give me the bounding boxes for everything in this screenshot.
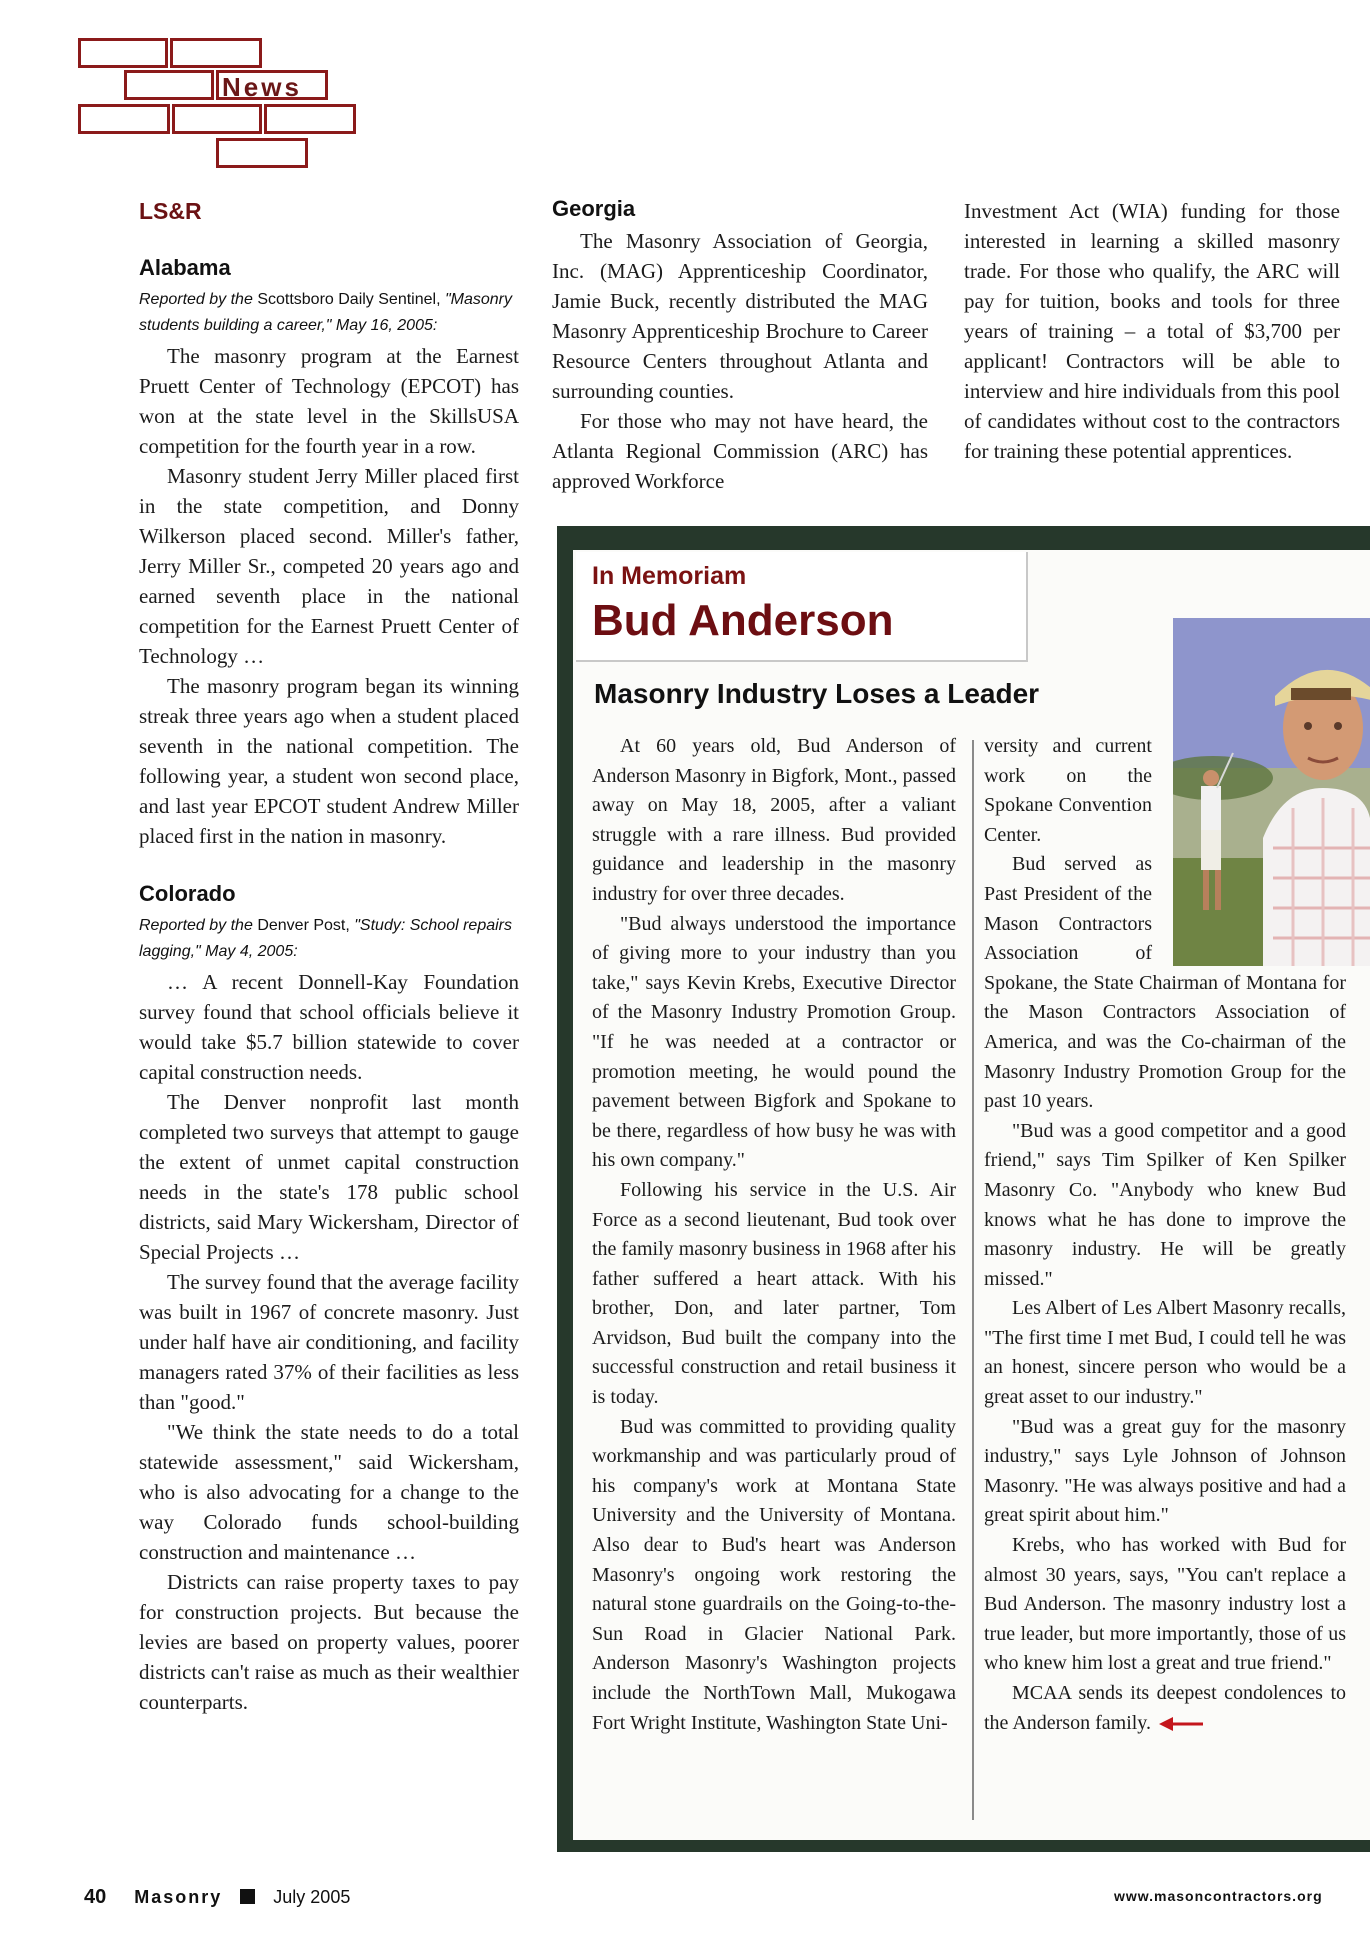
photo-spacer bbox=[1152, 732, 1346, 965]
paragraph: Investment Act (WIA) funding for those interested in learning a skilled masonry trade. For those who qualify, the ARC will pay for tuition, books and tools for three years of training – a total of $3,700 per applicant! Contractors will be able to interview and hire individuals from this pool of candidates without cost to the contractors for training these potential apprentices. bbox=[964, 199, 1340, 463]
paragraph: versity and current work on the Spokane Convention Center. bbox=[984, 735, 1152, 846]
brick bbox=[78, 104, 170, 134]
colorado-source-line bbox=[139, 913, 519, 965]
footer-left bbox=[84, 1886, 350, 1909]
georgia-body bbox=[552, 226, 928, 496]
brick bbox=[172, 104, 262, 134]
reported-prefix: Reported by the bbox=[139, 291, 253, 308]
left-column bbox=[139, 198, 519, 1717]
reported-prefix: Reported by the bbox=[139, 917, 253, 934]
brick bbox=[78, 38, 168, 68]
paragraph: Masonry student Jerry Miller placed first in the state competition, and Donny Wilkerson placed second. Miller's father, Jerry Miller Sr., competed 20 years ago and earned seventh place in the national competition for the Earnest Pruett Center of Technology … bbox=[139, 464, 519, 668]
magazine-name: Masonry bbox=[134, 1887, 223, 1907]
paragraph: The masonry program began its winning streak three years ago when a student placed seventh in the national competition. The following year, a student won second place, and last year EPCOT student Andrew Miller placed first in the nation in masonry. bbox=[139, 674, 519, 848]
paragraph: "We think the state needs to do a total statewide assessment," said Wickersham, who is also advocating for a change to the way Colorado funds school-building construction and maintenance … bbox=[139, 1420, 519, 1564]
square-bullet-icon bbox=[240, 1889, 255, 1904]
colorado-heading: Colorado bbox=[139, 881, 236, 906]
brick bbox=[264, 104, 356, 134]
issue-date: July 2005 bbox=[273, 1887, 351, 1907]
paragraph: "Bud always understood the importance of giving more to your industry than you take," says Kevin Krebs, Executive Director of the Masonry Industry Promotion Group. "If he was needed at a contractor or promotion meeting, he would pound the pavement between Bigfork and Spokane to be there, regardless of how busy he was with his own company." bbox=[592, 912, 956, 1172]
source-name: Denver Post, bbox=[257, 917, 350, 934]
paragraph: Les Albert of Les Albert Masonry recalls, "The first time I met Bud, I could tell he was an honest, sincere person who would be a great asset to our industry." bbox=[984, 1297, 1346, 1409]
closing-paragraph bbox=[984, 1679, 1346, 1738]
section-title: News bbox=[222, 72, 302, 102]
memoriam-subtitle: Masonry Industry Loses a Leader bbox=[594, 678, 1040, 709]
end-of-article-arrow-icon bbox=[1159, 1716, 1203, 1732]
alabama-body bbox=[139, 341, 519, 851]
footer-url: www.masoncontractors.org bbox=[1114, 1888, 1323, 1904]
memoriam-left-column bbox=[592, 732, 956, 1738]
paragraph: At 60 years old, Bud Anderson of Anderson Masonry in Bigfork, Mont., passed away on May 18, 2005, after a valiant struggle with a rare illness. Bud provided guidance and leadership in the masonry industry for over three decades. bbox=[592, 735, 956, 905]
paragraph: The masonry program at the Earnest Pruett Center of Technology (EPCOT) has won at the state level in the SkillsUSA competition for the fourth year in a row. bbox=[139, 344, 519, 458]
paragraph: … A recent Donnell-Kay Foundation survey found that school officials believe it would take $5.7 billion statewide to cover capital construction needs. bbox=[139, 970, 519, 1084]
closing-text: MCAA sends its deepest condolences to the Anderson family. bbox=[984, 1682, 1346, 1734]
paragraph: The Denver nonprofit last month completed two surveys that attempt to gauge the extent of unmet capital construction needs in the state's 178 public school districts, said Mary Wickersham, Director of Special Projects … bbox=[139, 1090, 519, 1264]
source-detail: "Study: School repairs lagging," May 4, 2005: bbox=[139, 917, 513, 960]
source-name: Scottsboro Daily Sentinel, bbox=[257, 291, 441, 308]
paragraph: Following his service in the U.S. Air Force as a second lieutenant, Bud took over the family masonry business in 1968 after his father suffered a heart attack. With his brother, Don, and later partner, Tom Arvidson, Bud built the company into the successful construction and retail business it is today. bbox=[592, 1178, 956, 1409]
page-number: 40 bbox=[84, 1886, 107, 1908]
column-divider bbox=[972, 740, 974, 1820]
georgia-continued-column bbox=[964, 196, 1340, 466]
source-detail: "Masonry students building a career," May 16, 2005: bbox=[139, 291, 512, 334]
georgia-column bbox=[552, 196, 928, 496]
brick bbox=[124, 70, 214, 100]
paragraph: Bud served as Past President of the Mason Contractors Association of Spokane, the State Chairman of Montana for the Mason Contractors Association of America, and was the Co-chairman of the Masonry Industry Promotion Group for the past 10 years. bbox=[984, 853, 1346, 1113]
paragraph: "Bud was a great guy for the masonry industry," says Lyle Johnson of Johnson Masonry. "He was always positive and had a great spirit about him." bbox=[984, 1415, 1346, 1527]
paragraph: The Masonry Association of Georgia, Inc. (MAG) Apprenticeship Coordinator, Jamie Buck, recently distributed the MAG Masonry Apprenticeship Brochure to Career Resource Centers throughout Atlanta and surrounding counties. bbox=[552, 229, 928, 403]
colorado-body bbox=[139, 967, 519, 1717]
memoriam-name: Bud Anderson bbox=[592, 596, 894, 645]
brick bbox=[170, 38, 262, 68]
paragraph: Districts can raise property taxes to pay for construction projects. But because the levies are based on property values, poorer districts can't raise as much as their wealthier counterparts. bbox=[139, 1570, 519, 1714]
paragraph: "Bud was a good competitor and a good friend," says Tim Spilker of Ken Spilker Masonry Co. "Anybody who knew Bud knows what he has done to improve the masonry industry. He will be greatly missed." bbox=[984, 1119, 1346, 1290]
paragraph: Krebs, who has worked with Bud for almost 30 years, says, "You can't replace a Bud Anderson. The masonry industry lost a true leader, but more importantly, those of us who knew him lost a great and true friend." bbox=[984, 1534, 1346, 1675]
memoriam-right-column bbox=[984, 732, 1346, 1738]
paragraph: For those who may not have heard, the Atlanta Regional Commission (ARC) has approved Workforce bbox=[552, 409, 928, 493]
brick bbox=[216, 138, 308, 168]
georgia-heading: Georgia bbox=[552, 196, 636, 221]
alabama-source-line bbox=[139, 287, 519, 339]
memoriam-kicker: In Memoriam bbox=[592, 562, 747, 590]
paragraph: Bud was committed to providing quality workmanship and was particularly proud of his company's work at Montana State University and the University of Montana. Also dear to Bud's heart was Anderson Masonry's ongoing work restoring the natural stone guardrails on the Going-to-the-Sun Road in Glacier National Park. Anderson Masonry's Washington projects include the NorthTown Mall, Mukogawa Fort Wright Institute, Washington State Uni- bbox=[592, 1415, 956, 1734]
alabama-heading: Alabama bbox=[139, 255, 231, 280]
paragraph: The survey found that the average facility was built in 1967 of concrete masonry. Just under half have air conditioning, and facility managers rated 37% of their facilities as less than "good." bbox=[139, 1270, 519, 1414]
lsr-label: LS&R bbox=[139, 198, 202, 224]
